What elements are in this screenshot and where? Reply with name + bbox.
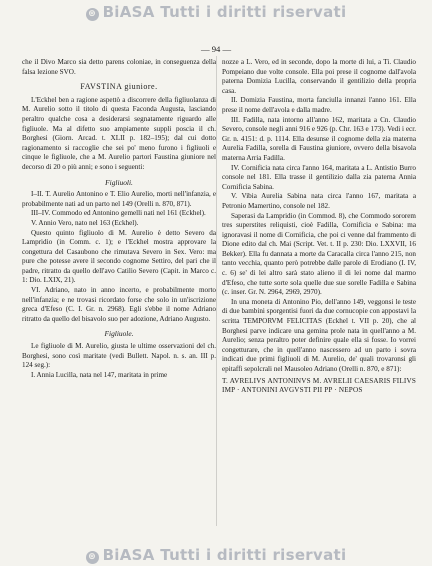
list-item: III–IV. Commodo ed Antonino gemelli nati nel 161 (Eckhel).	[31, 209, 206, 218]
paragraph: Saperasi da Lampridio (in Commod. 8), che Commodo sororem tres superstites reliquisti, cioè Fadilla, Cornificia e Sabina: ma ignoravasi il nome di Cornificia, che poi ci venne dal frammento di Dione edito dal ch. Mai (Script. Vet. t. II p. 230: Dio. LXXVII, 16 Bekker). Ella fu dannata a morte da Caracalla circa l'anno 215, non tanto vecchia, quanto però potrebbe dalle parole di Erodiano (I. IV, c. 6) se' di lei altro sarà stato alieno il di lei nome dal marmo d'Efeso, che tutte sorte sola quelle due sue sorelle Fadilla e Sabina (c. inser. Gr. N. 2964, 2969, 2970).	[222, 211, 416, 297]
subheading-sons: Figliuoli.	[105, 177, 133, 187]
biasa-logo-icon: ⊛	[86, 8, 99, 21]
paragraph: Le figliuole di M. Aurelio, giusta le ultime osservazioni del ch. Borghesi, sono così maritate (vedi Bullett. Napol. n. s. an. III p. 124 seg.):	[22, 342, 216, 370]
column-divider	[216, 56, 217, 526]
intro-paragraph: che il Divo Marco sia detto parens coloniae, in conseguenza della falsa lezione SVO.	[22, 58, 216, 76]
watermark-text: BiASA Tutti i diritti riservati	[102, 3, 347, 21]
watermark-text: BiASA Tutti i diritti riservati	[102, 546, 347, 564]
paragraph: L'Eckhel ben a ragione aspettò a discorrere della figliuolanza di M. Aurelio sotto il titolo di questa Faconda Augusta, lasciando peraltro qualche cosa a desiderarsi segnatamente riguardo alle figliuole. Ma al difetto suo ampiamente suppli poscia il ch. Borghesi (Giorn. Arcad. t. XLII p. 182–195); dal cui dotto ragionamento si raccoglie che sei po' meno furono i figliuoli e cinque le figliuole, che a M. Aurelio partori Faustina giuniore nel decorso di 20 o più anni; e sono i seguenti:	[22, 95, 216, 171]
paragraph: In una moneta di Antonino Pio, dell'anno 149, veggonsi le teste di due bambini sporgentisi fuori da due cornucopie con appostavi la scritta TEMPORVM FELICITAS (Eckhel t. VII p. 20), che al Borghesi parve indicare una gemina prole nata in quell'anno a M. Aurelio; senza peraltro poter definire quale ella si fosse. Io vorrei congetturare, che in quell'anno nascessero ad un parto i sovra indicati due primi figliuoli di M. Aurelio, de' quali trovaronsi gli epitaffi sepolcrali nel Mausoleo Adriano (Orelli n. 870, e 871):	[222, 297, 416, 373]
list-item: II. Domizia Faustina, morta fanciulla innanzi l'anno 161. Ella prese il nome dell'avola e dalla madre.	[222, 96, 416, 114]
watermark-bottom	[0, 546, 432, 564]
left-column	[22, 58, 216, 380]
list-item: III. Fadilla, nata intorno all'anno 162, maritata a Cn. Claudio Severo, console negli anni 916 e 926 (p. Chr. 163 e 173). Vedi i ecr. Gr. n. 4151: d. p. 1114. Ella desunse il cognome della zia materna Aurelia Fadilla, sorella di Faustina giuniore, ovvero della bisavola materna Arria Fadilla.	[222, 115, 416, 162]
section-heading: FAVSTINA giuniore.	[80, 82, 158, 92]
list-item: IV. Cornificia nata circa l'anno 164, maritata a L. Antistio Burro console nel 181. Ella trasse il gentilizio dalla zia paterna Annia Cornificia Sabina.	[222, 163, 416, 191]
subheading-daughters: Figliuole.	[104, 329, 134, 339]
list-item: V. Vibia Aurelia Sabina nata circa l'anno 167, maritata a Petronio Mamertino, console nel 182.	[222, 192, 416, 210]
paragraph: Questo quinto figliuolo di M. Aurelio è detto Severo da Lampridio (in Comm. c. 1); e l'Eckhel mostra approvare la congettura del Casaubono che rimutava Severo in Sex. Vero: ma pure che potesse avere il secondo cognome Settiro, del pari che il padre, ritratto da quello dell'avo Catilio Severo (Capit. in Marco c. 1: Dio. LXIX, 21).	[22, 228, 216, 285]
paragraph: nozze a L. Vero, ed in seconde, dopo la morte di lui, a Ti. Claudio Pompeiano due volte console. Ella poi prese il cognome dall'avola paterna Domizia Lucilla, conservando il gentilizio della propria casa.	[222, 58, 416, 95]
list-item: VI. Adriano, nato in anno incerto, e probabilmente morto nell'infanzia; e ne trovasi ricordato forse che solo in un'iscrizione greca d'Efeso (C. I. Gr. n. 2968). Egli s'ebbe il nome Adriano ritratto da quello del bisavolo suo per adozione, Adriano Augusto.	[22, 286, 216, 323]
inscription: T. AVRELIVS ANTONINVS M. AVRELII CAESARIS FILIVS IMP · ANTONINI AVGVSTI PII PP · NEPOS	[222, 376, 416, 395]
watermark-top	[0, 3, 432, 21]
list-item: V. Annio Vero, nato nel 163 (Eckhel).	[31, 218, 139, 227]
list-item: I–II. T. Aurelio Antonino e T. Elio Aurelio, morti nell'infanzia, e probabilmente nati ad un parto nel 149 (Orelli n. 870, 871).	[22, 190, 216, 208]
list-item: I. Annia Lucilla, nata nel 147, maritata in prime	[31, 370, 168, 379]
biasa-logo-icon: ⊛	[86, 551, 99, 564]
page-number: — 94 —	[200, 44, 232, 54]
right-column	[222, 58, 416, 396]
